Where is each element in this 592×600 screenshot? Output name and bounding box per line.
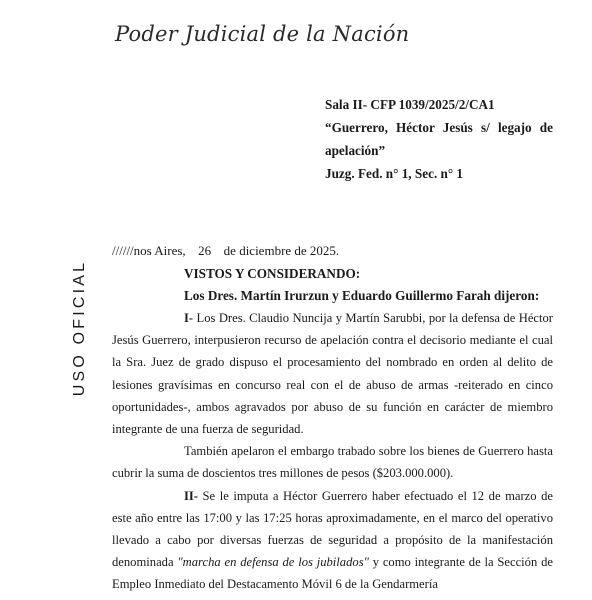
- case-caption: “Guerrero, Héctor Jesús s/ legajo de apelación”: [325, 120, 553, 158]
- heading-judges: Los Dres. Martín Irurzun y Eduardo Guillermo Farah dijeron:: [184, 288, 540, 303]
- court-letterhead-title: Poder Judicial de la Nación: [115, 22, 410, 46]
- date-rest: de diciembre de 2025.: [223, 243, 340, 258]
- date-day: 26: [198, 243, 212, 258]
- case-reference-block: [325, 93, 553, 185]
- court-reference: Juzg. Fed. n° 1, Sec. n° 1: [325, 166, 464, 181]
- paragraph-1: [112, 307, 553, 440]
- date-line: [112, 243, 339, 259]
- paragraph-1-text: Los Dres. Claudio Nuncija y Martín Sarubbi, por la defensa de Héctor Jesús Guerrero, interpusieron recurso de apelación contra el decisorio mediante el cual la Sra. Juez de grado dispuso el procesamiento del nombrado en orden al delito de lesiones gravísimas en concurso real con el de abuso de armas -reiterado en cinco oportunidades-, ambos agravados por abuso de su función en carácter de miembro integrante de una fuerza de seguridad.: [112, 311, 553, 437]
- paragraph-3-number: II-: [184, 488, 198, 503]
- paragraph-2: [112, 440, 553, 484]
- official-use-stamp: [70, 258, 90, 398]
- paragraph-2-text: También apelaron el embargo trabado sobre los bienes de Guerrero hasta cubrir la suma de doscientos tres millones de pesos ($203.000.000).: [112, 444, 553, 481]
- case-number: Sala II- CFP 1039/2025/2/CA1: [325, 97, 495, 112]
- date-place: //////nos Aires,: [112, 243, 186, 258]
- paragraph-3-text-b: y como integrante de la Sección de Empleo Inmediato del Destacamento Móvil 6 de la Gendarmería: [112, 555, 553, 592]
- document-body: [112, 307, 553, 596]
- heading-vistos: VISTOS Y CONSIDERANDO:: [184, 266, 361, 281]
- paragraph-1-number: I-: [184, 311, 194, 325]
- paragraph-3-text-a: Se le imputa a Héctor Guerrero haber efectuado el 12 de marzo de este año entre las 17:00 y las 17:25 horas aproximadamente, en el marco del operativo llevado a cabo por diversas fuerzas de seguridad a propósito de la manifestación denominada: [112, 488, 553, 570]
- paragraph-3-quoted-event: "marcha en defensa de los jubilados": [177, 555, 369, 570]
- official-use-stamp-text: USO OFICIAL: [71, 259, 88, 397]
- paragraph-3: [112, 485, 553, 596]
